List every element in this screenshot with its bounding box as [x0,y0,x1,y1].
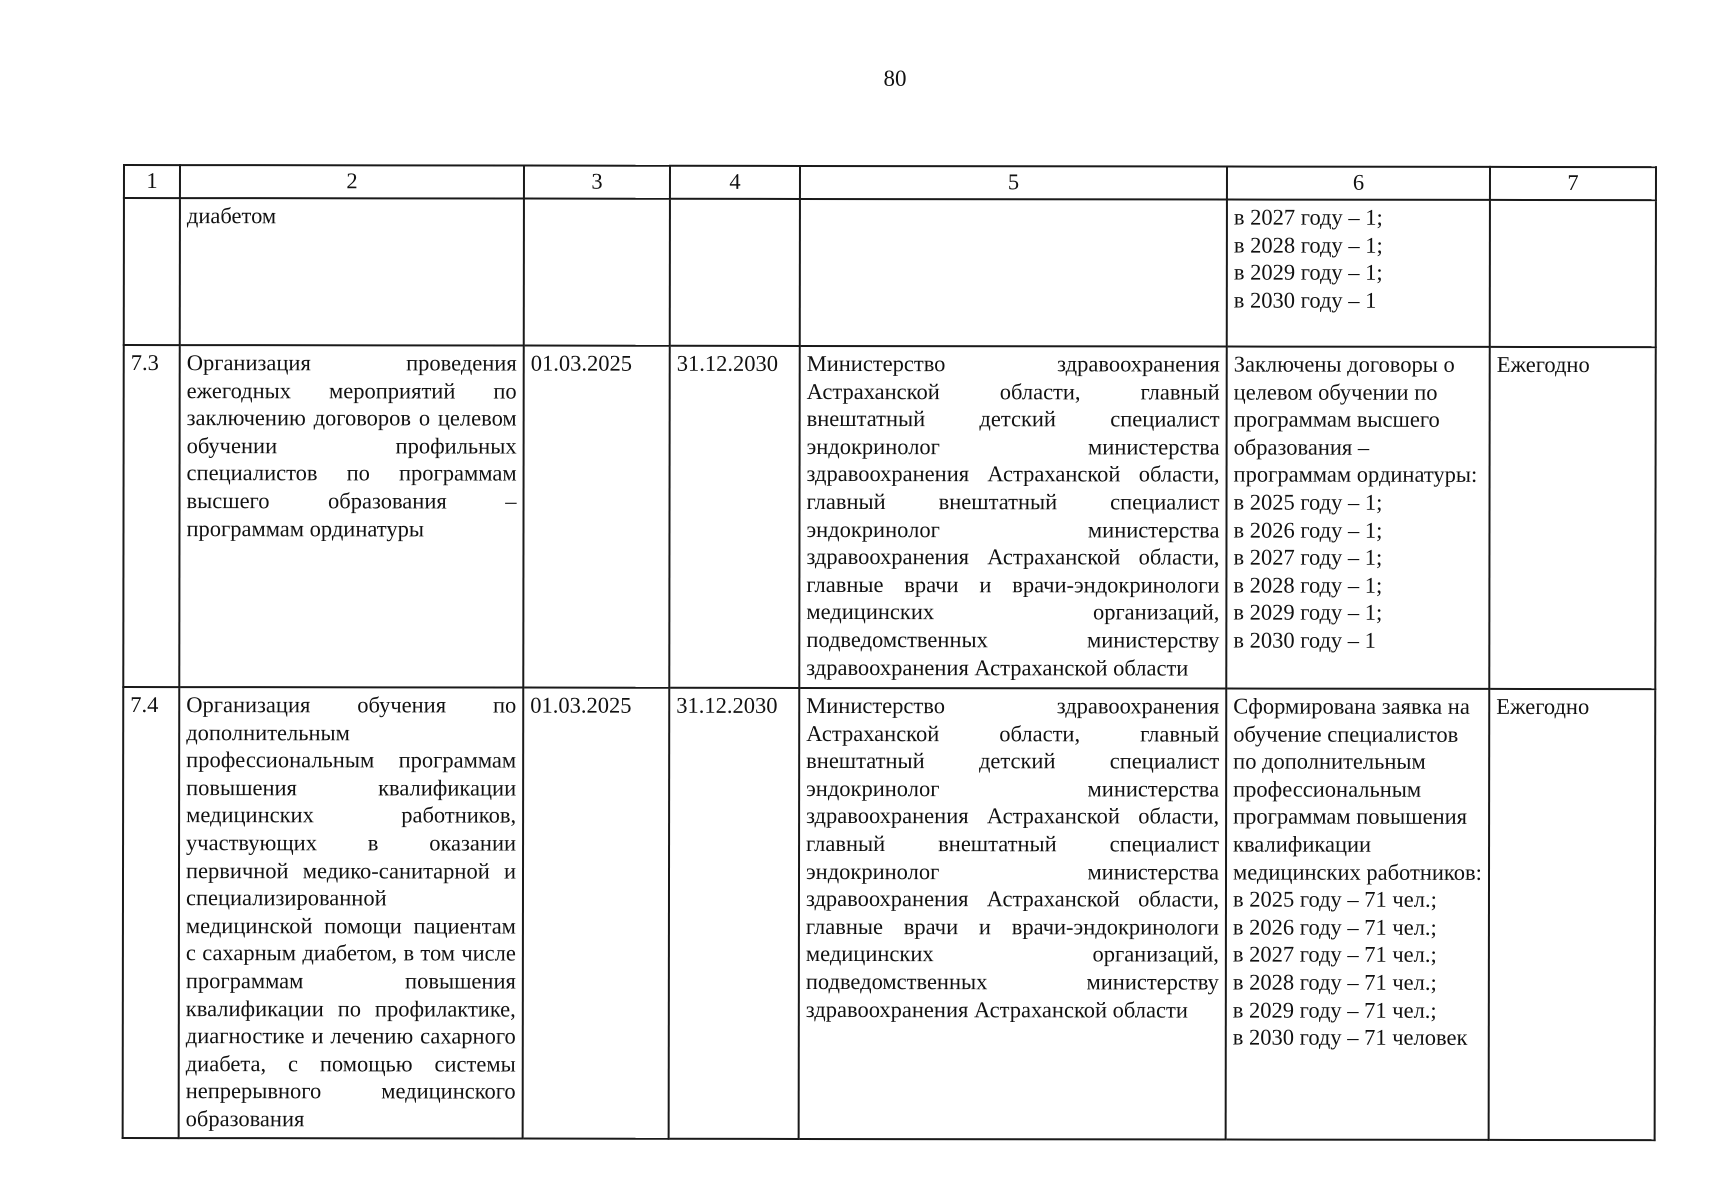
cell-period [1490,200,1656,347]
cell-responsible: Министерство здравоохранения Астраханской области, главный внештатный детский специалист эндокринолог министерства здравоохранения Астраханской области, главный внештатный специалист эндокринолог министерства здравоохранения Астраханской области, главные врачи и врачи-эндокринологи медицинских организаций, подведомственных министерству здравоохранения Астраханской области [799,346,1226,689]
header-cell-4: 4 [670,166,800,199]
header-cell-1: 1 [124,165,180,198]
cell-responsible [800,199,1227,347]
cell-num [124,198,180,345]
cell-end-date: 31.12.2030 [669,346,799,688]
measures-table [122,164,1657,1141]
result-line: в 2028 году – 71 чел.; [1232,969,1437,995]
cell-responsible: Министерство здравоохранения Астраханской области, главный внештатный детский специалист эндокринолог министерства здравоохранения Астраханской области, главный внештатный специалист эндокринолог министерства здравоохранения Астраханской области, главные врачи и врачи-эндокринологи медицинских организаций, подведомственных министерству здравоохранения Астраханской области [799,688,1227,1140]
header-cell-2: 2 [180,165,524,198]
result-line: в 2029 году – 1; [1233,259,1383,285]
cell-start-date [524,199,670,346]
result-line: в 2026 году – 71 чел.; [1232,914,1437,940]
result-line: в 2025 году – 71 чел.; [1232,886,1437,912]
cell-activity: Организация проведения ежегодных мероприятий по заключению договоров о целевом обучении профильных специалистов по программам высшего образования – программам ординатуры [179,345,523,687]
cell-activity: Организация обучения по дополнительным профессиональным программам повышения квалификации медицинских работников, участвующих в оказании первичной медико-санитарной и специализированной медицинской помощи пациентам с сахарным диабетом, в том числе программам повышения квалификации по профилактике, диагностике и лечению сахарного диабета, с помощью системы непрерывного медицинского образования [179,687,524,1138]
result-line: в 2030 году – 71 человек [1232,1024,1468,1051]
cell-num: 7.4 [123,687,180,1138]
result-line: в 2030 году – 1 [1233,627,1376,653]
result-line: в 2027 году – 1; [1233,204,1383,230]
result-line: в 2027 году – 71 чел.; [1232,941,1437,968]
table-row-7-4 [123,687,1656,1140]
cell-period: Ежегодно [1489,347,1655,689]
cell-result [1226,347,1489,689]
cell-end-date [670,199,800,346]
cell-num: 7.3 [123,345,179,687]
cell-end-date: 31.12.2030 [669,688,800,1139]
result-text: Заключены договоры о целевом обучении по программам высшего образования – программам ординатуры: [1233,351,1478,488]
cell-result [1226,689,1490,1140]
result-line: в 2025 году – 1; [1233,489,1383,515]
result-line: в 2029 году – 1; [1233,599,1383,626]
header-cell-6: 6 [1227,167,1490,200]
cell-activity: диабетом [180,198,524,345]
table-row-7-3 [123,345,1655,689]
result-line: в 2030 году – 1 [1233,287,1377,313]
cell-period: Ежегодно [1489,689,1656,1140]
result-text: Сформирована заявка на обучение специалистов по дополнительным профессиональным программам повышения квалификации медицинских работников: [1232,693,1482,885]
result-line: в 2028 году – 1; [1233,572,1383,598]
header-cell-3: 3 [524,166,670,199]
result-line: в 2027 году – 1; [1233,544,1383,570]
cell-result [1227,200,1490,347]
table-row-continuation [124,198,1656,347]
cell-start-date: 01.03.2025 [523,346,669,688]
header-cell-5: 5 [800,166,1227,200]
table-header-row [124,165,1656,200]
page-number: 80 [883,66,907,91]
result-line: в 2028 году – 1; [1233,232,1383,258]
result-line: в 2026 году – 1; [1233,517,1383,543]
header-cell-7: 7 [1490,167,1656,200]
result-line: в 2029 году – 71 чел.; [1232,997,1437,1023]
cell-start-date: 01.03.2025 [523,688,670,1139]
